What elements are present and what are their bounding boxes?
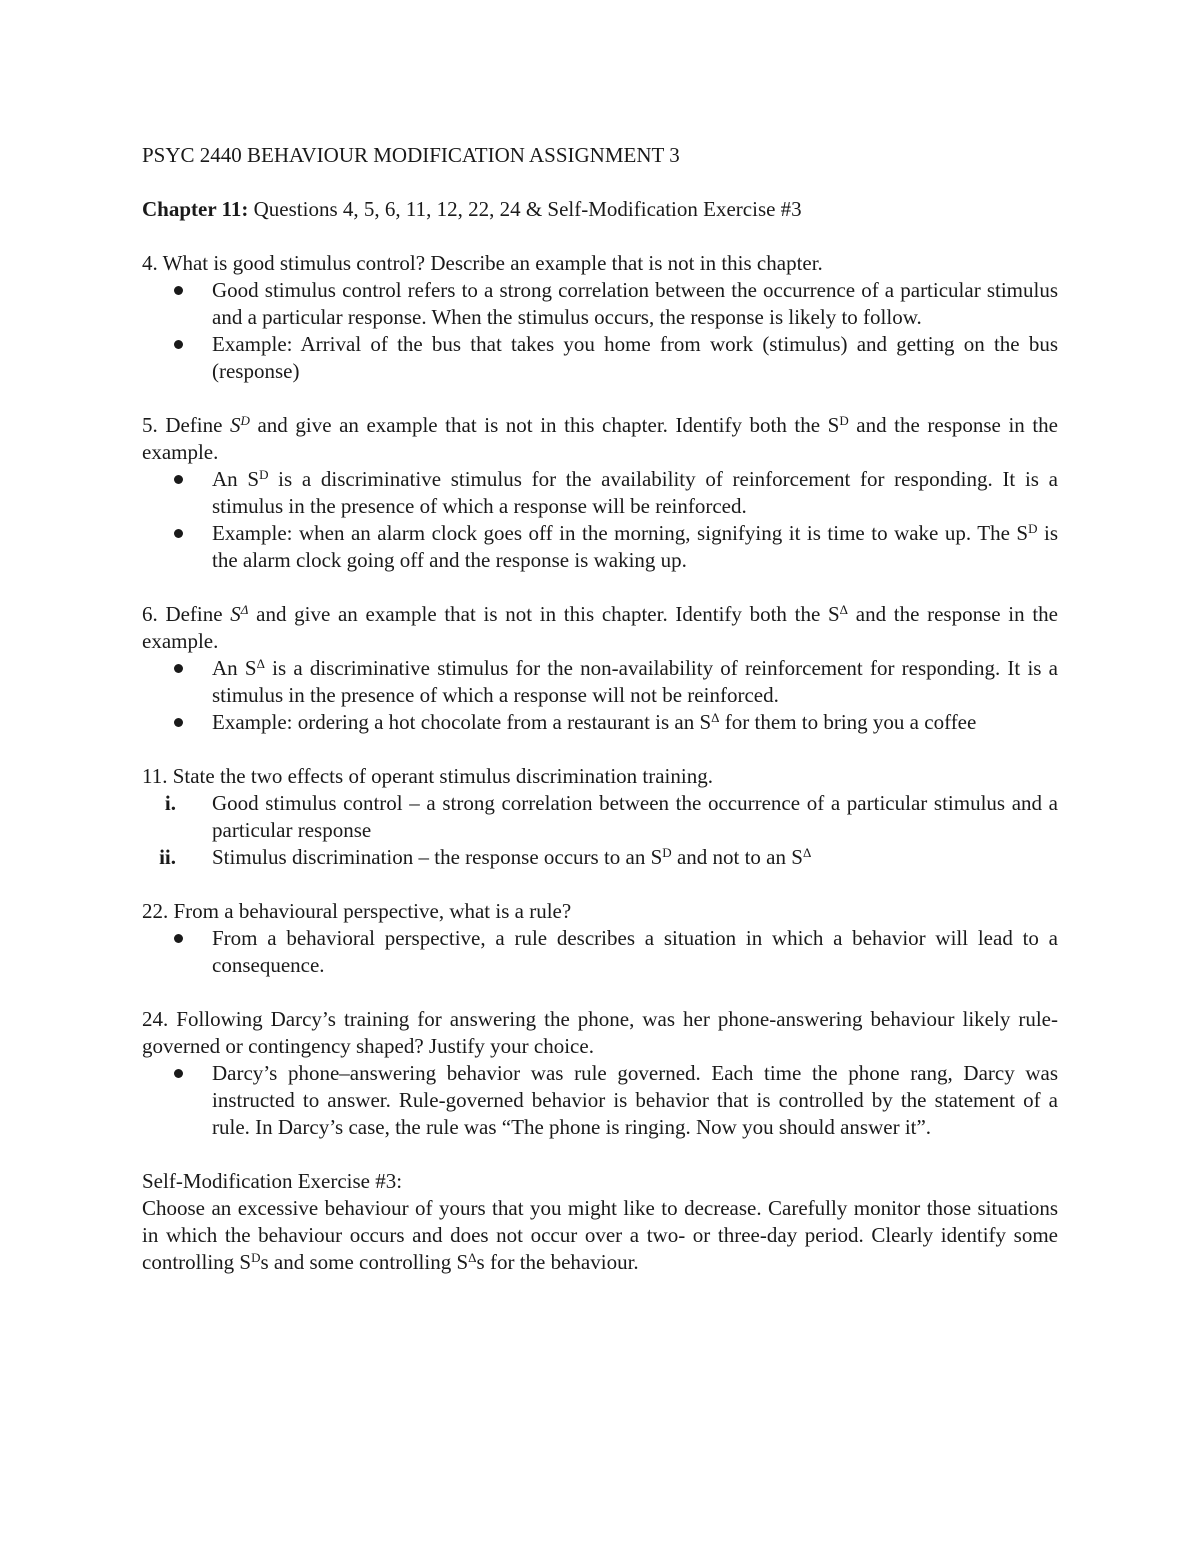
question-6: 6. Define $S^\Delta$ and give an example that is not in this chapter. Identify both the $S^\Delta$ and the response in the example.	[142, 602, 1058, 653]
chapter-line	[142, 196, 1058, 223]
exercise-text: Choose an excessive behaviour of yours that you might like to decrease. Carefully monitor those situations in which the behaviour occurs and does not occur over a two- or three-day period. Clearly identify some controlling $S^Ds$ and some controlling $S^\Delta s$ for the behaviour.	[142, 1196, 1058, 1274]
answer-list-6	[142, 655, 1058, 736]
answer-11-2: ii. Stimulus discrimination – the response occurs to an $S^D$ and not to an $S^\Delta$	[142, 844, 1058, 871]
answer-6-1: An $S^\Delta$ is a discriminative stimulus for the non-availability of reinforcement for responding. It is a stimulus in the presence of which a response will not be reinforced.	[142, 655, 1058, 709]
answer-list-11	[142, 790, 1058, 871]
page-title: PSYC 2440 BEHAVIOUR MODIFICATION ASSIGNMENT 3	[142, 143, 680, 167]
chapter-label: Chapter 11:	[142, 197, 249, 221]
answer-5-1: An $S^D$ is a discriminative stimulus for the availability of reinforcement for responding. It is a stimulus in the presence of which a response will be reinforced.	[142, 466, 1058, 520]
question-11: 11. State the two effects of operant stimulus discrimination training.	[142, 764, 713, 788]
answer-11-1: i. Good stimulus control – a strong correlation between the occurrence of a particular stimulus and a particular response	[142, 790, 1058, 844]
answer-list-4	[142, 277, 1058, 385]
document-body	[142, 142, 1058, 1276]
answer-6-2: Example: ordering a hot chocolate from a restaurant is an $S^\Delta$ for them to bring you a coffee	[142, 709, 1058, 736]
question-24: 24. Following Darcy’s training for answering the phone, was her phone-answering behaviour likely rule-governed or contingency shaped? Justify your choice.	[142, 1007, 1058, 1058]
answer-5-2: Example: when an alarm clock goes off in the morning, signifying it is time to wake up. The $S^D$ is the alarm clock going off and the response is waking up.	[142, 520, 1058, 574]
question-5: 5. Define $S^D$ and give an example that is not in this chapter. Identify both the $S^D$ and the response in the example.	[142, 413, 1058, 464]
answer-list-5	[142, 466, 1058, 574]
exercise-heading: Self-Modification Exercise #3:	[142, 1169, 403, 1193]
answer-4-1: Good stimulus control refers to a strong correlation between the occurrence of a particular stimulus and a particular response. When the stimulus occurs, the response is likely to follow.	[142, 277, 1058, 331]
answer-list-22	[142, 925, 1058, 979]
chapter-questions: Questions 4, 5, 6, 11, 12, 22, 24 & Self-Modification Exercise #3	[253, 197, 802, 221]
answer-4-2: Example: Arrival of the bus that takes you home from work (stimulus) and getting on the bus (response)	[142, 331, 1058, 385]
question-4: 4. What is good stimulus control? Describe an example that is not in this chapter.	[142, 251, 823, 275]
answer-list-24	[142, 1060, 1058, 1141]
roman-numeral: i.	[164, 791, 176, 815]
answer-22-1: From a behavioral perspective, a rule describes a situation in which a behavior will lead to a consequence.	[142, 925, 1058, 979]
roman-numeral: ii.	[159, 845, 176, 869]
answer-24-1: Darcy’s phone–answering behavior was rule governed. Each time the phone rang, Darcy was instructed to answer. Rule-governed behavior is behavior that is controlled by the statement of a rule. In Darcy’s case, the rule was “The phone is ringing. Now you should answer it”.	[142, 1060, 1058, 1141]
question-22: 22. From a behavioural perspective, what is a rule?	[142, 899, 572, 923]
